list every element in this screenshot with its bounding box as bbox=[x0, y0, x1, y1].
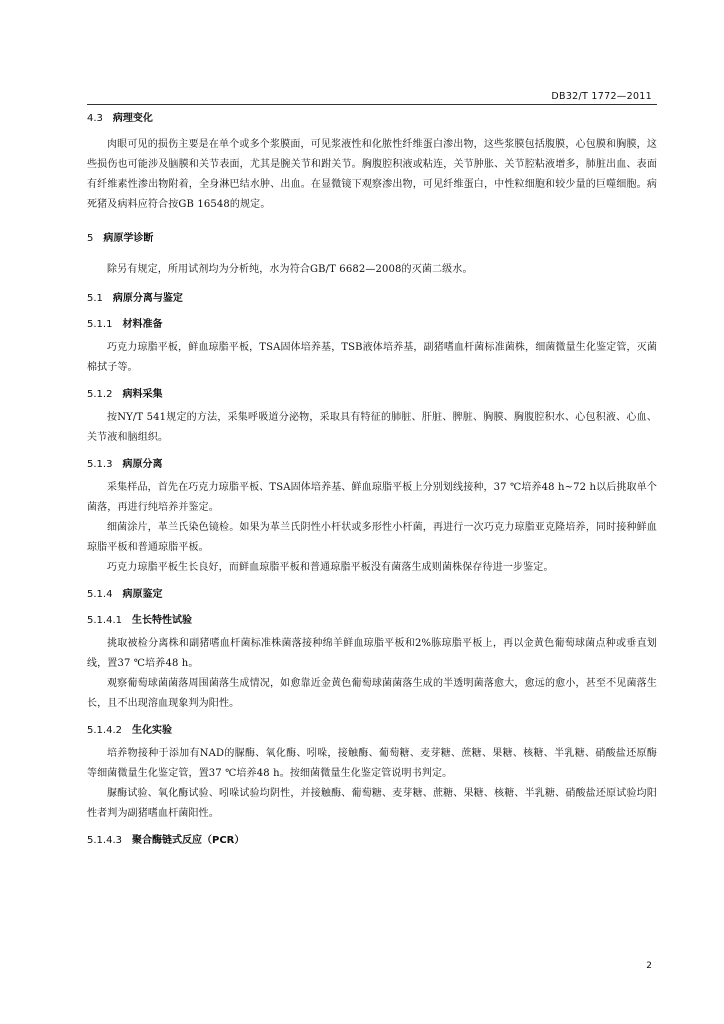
section-number: 5.1.4.2 bbox=[87, 725, 122, 736]
document-body bbox=[87, 112, 657, 848]
section-title: 病原鉴定 bbox=[122, 589, 163, 600]
section-number: 5.1.4 bbox=[87, 589, 113, 600]
section-number: 5.1.2 bbox=[87, 389, 113, 400]
section-heading-5-1-4 bbox=[87, 588, 657, 602]
section-number: 5.1.1 bbox=[87, 319, 113, 330]
paragraph-biochem-result: 脲酶试验、氧化酶试验、吲哚试验均阴性，并接触酶、葡萄糖、麦芽糖、蔗糖、果糖、核糖、半乳糖、硝酸盐还原试验均阳性者判为副猪嗜血杆菌阳性。 bbox=[87, 788, 657, 819]
paragraph-growth-test: 挑取被检分离株和副猪嗜血杆菌标准株菌落接种绵羊鲜血琼脂平板和2%胨琼脂平板上，再以金黄色葡萄球菌点种或垂直划线，置37 ℃培养48 h。 bbox=[87, 638, 657, 669]
paragraph-pathology: 肉眼可见的损伤主要是在单个或多个浆膜面，可见浆液性和化脓性纤维蛋白渗出物，这些浆膜包括腹膜，心包膜和胸膜，这些损伤也可能涉及脑膜和关节表面，尤其是腕关节和跗关节。胸腹腔积液或粘连，关节肿胀、关节腔粘液增多，肺脏出血、表面有纤维素性渗出物附着，全身淋巴结水肿、出血。在显微镜下观察渗出物，可见纤维蛋白，中性粒细胞和较少量的巨噬细胞。病死猪及病料应符合按GB 16548的规定。 bbox=[87, 139, 657, 210]
section-heading-5-1-2 bbox=[87, 388, 657, 402]
paragraph-isolation-culture: 采集样品，首先在巧克力琼脂平板、TSA固体培养基、鲜血琼脂平板上分别划线接种，37 ℃培养48 h~72 h以后挑取单个菌落，再进行纯培养并鉴定。 bbox=[87, 482, 657, 513]
section-heading-5-1-4-2 bbox=[87, 724, 657, 738]
section-number: 5.1 bbox=[87, 293, 103, 304]
section-title: 病料采集 bbox=[122, 389, 163, 400]
document-code: DB32/T 1772—2011 bbox=[551, 91, 652, 102]
section-number: 5 bbox=[87, 233, 94, 244]
section-title: 病原学诊断 bbox=[103, 233, 154, 244]
section-title: 病原分离 bbox=[122, 459, 163, 470]
section-heading-4-3 bbox=[87, 112, 657, 126]
section-title: 生化实验 bbox=[132, 725, 172, 736]
section-title: 材料准备 bbox=[122, 319, 163, 330]
section-title: 生长特性试验 bbox=[132, 615, 192, 626]
section-number: 5.1.3 bbox=[87, 459, 113, 470]
section-heading-5 bbox=[87, 232, 657, 246]
page-number: 2 bbox=[646, 961, 652, 971]
section-heading-5-1-3 bbox=[87, 458, 657, 472]
section-heading-5-1-1 bbox=[87, 318, 657, 332]
section-title: 病原分离与鉴定 bbox=[112, 293, 183, 304]
section-title: 聚合酶链式反应（PCR） bbox=[132, 835, 245, 846]
paragraph-biochem-method: 培养物接种于添加有NAD的脲酶、氧化酶、吲哚，接触酶、葡萄糖、麦芽糖、蔗糖、果糖、核糖、半乳糖、硝酸盐还原酶等细菌微量生化鉴定管，置37 ℃培养48 h。按细菌微量生化鉴定管说明书判定。 bbox=[87, 748, 657, 779]
paragraph-growth-observation: 观察葡萄球菌菌落周围菌落生成情况，如愈靠近金黄色葡萄球菌菌落生成的半透明菌落愈大，愈远的愈小，甚至不见菌落生长，且不出现溶血现象判为阳性。 bbox=[87, 678, 657, 709]
header-rule bbox=[87, 104, 657, 105]
section-number: 5.1.4.1 bbox=[87, 615, 122, 626]
section-number: 5.1.4.3 bbox=[87, 835, 122, 846]
section-number: 4.3 bbox=[87, 113, 103, 124]
paragraph-isolation-result: 巧克力琼脂平板生长良好，而鲜血琼脂平板和普通琼脂平板没有菌落生成则菌株保存待进一步鉴定。 bbox=[107, 562, 554, 573]
section-heading-5-1 bbox=[87, 292, 657, 306]
paragraph-sampling: 按NY/T 541规定的方法，采集呼吸道分泌物，采取具有特征的肺脏、肝脏、脾脏、胸膜、胸腹腔积水、心包积液、心血、关节液和脑组织。 bbox=[87, 412, 657, 443]
paragraph-isolation-stain: 细菌涂片，革兰氏染色镜检。如果为革兰氏阴性小杆状或多形性小杆菌，再进行一次巧克力琼脂亚克隆培养，同时接种鲜血琼脂平板和普通琼脂平板。 bbox=[87, 522, 657, 553]
paragraph-reagents: 除另有规定，所用试剂均为分析纯，水为符合GB/T 6682—2008的灭菌二级水。 bbox=[107, 264, 473, 275]
section-title: 病理变化 bbox=[112, 113, 153, 124]
section-heading-5-1-4-1 bbox=[87, 614, 657, 628]
paragraph-materials: 巧克力琼脂平板，鲜血琼脂平板，TSA固体培养基，TSB液体培养基，副猪嗜血杆菌标准菌株，细菌微量生化鉴定管，灭菌棉拭子等。 bbox=[87, 342, 658, 373]
section-heading-5-1-4-3 bbox=[87, 834, 657, 848]
